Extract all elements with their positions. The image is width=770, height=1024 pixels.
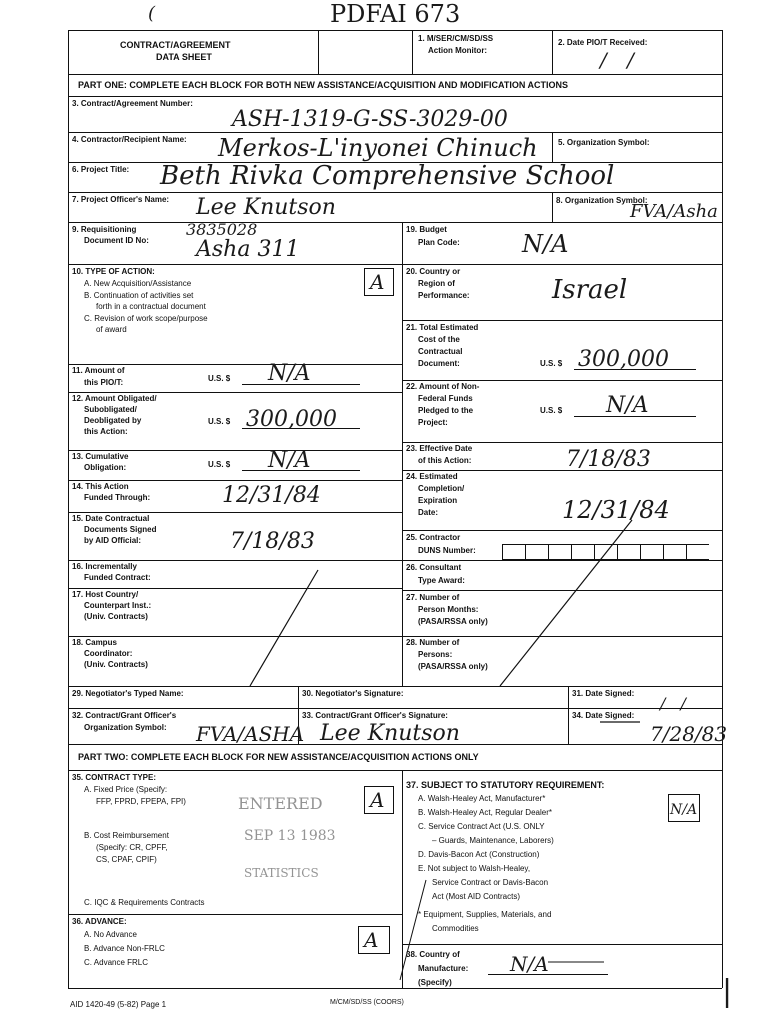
b10-label: 10. TYPE OF ACTION:: [72, 267, 155, 276]
b37-e1: E. Not subject to Walsh-Healey,: [418, 864, 531, 873]
part-one-title: PART ONE: COMPLETE EACH BLOCK FOR BOTH NEW ASSISTANCE/ACQUISITION AND MODIFICATION ACTIONS: [78, 80, 568, 90]
block2-value: / /: [600, 48, 634, 72]
b19-label-2: Plan Code:: [418, 238, 460, 247]
b38-value: N/A: [510, 952, 549, 976]
b10-box-value: A: [370, 270, 385, 294]
b21-label-3: Contractual: [418, 347, 463, 356]
b38-label-2: Manufacture:: [418, 964, 469, 973]
b9-label-2: Document ID No:: [84, 236, 149, 245]
b37-f2: Commodities: [432, 924, 479, 933]
b24-label-3: Expiration: [418, 496, 458, 505]
b3-label: 3. Contract/Agreement Number:: [72, 99, 193, 108]
b35-b3: CS, CPAF, CPIF): [96, 855, 157, 864]
b22-value: N/A: [606, 393, 649, 418]
b22-label-2: Federal Funds: [418, 394, 473, 403]
b37-d: D. Davis-Bacon Act (Construction): [418, 850, 540, 859]
b12-value: 300,000: [246, 407, 337, 432]
b9-value-2: Asha 311: [196, 237, 300, 262]
b31-label: 31. Date Signed:: [572, 689, 635, 698]
b33-label: 33. Contract/Grant Officer's Signature:: [302, 711, 448, 720]
b33-value: Lee Knutson: [320, 721, 460, 746]
form-title-2: DATA SHEET: [156, 52, 212, 62]
b13-cur: U.S. $: [208, 460, 231, 469]
b32-value: FVA/ASHA: [196, 722, 305, 746]
b22-label-1: 22. Amount of Non-: [406, 382, 480, 391]
footer-center: M/CM/SD/SS (COORS): [330, 999, 404, 1006]
b20-label-3: Performance:: [418, 291, 470, 300]
b14-value: 12/31/84: [222, 483, 321, 508]
rule-b32: [68, 744, 722, 745]
b7-value: Lee Knutson: [196, 195, 336, 220]
b5-label: 5. Organization Symbol:: [558, 138, 650, 147]
block1-sublabel: Action Monitor:: [428, 46, 488, 55]
b27-label-3: (PASA/RSSA only): [418, 617, 488, 626]
b21-value: 300,000: [578, 347, 669, 372]
b23-label-2: of this Action:: [418, 456, 472, 465]
b12-label-1: 12. Amount Obligated/: [72, 394, 157, 403]
b24-label-2: Completion/: [418, 484, 465, 493]
b9-label-1: 9. Requisitioning: [72, 225, 137, 234]
b37-box-value: N/A: [670, 802, 698, 818]
b36-b: B. Advance Non-FRLC: [84, 944, 165, 953]
rule-bottom: [68, 988, 722, 989]
form-title-1: CONTRACT/AGREEMENT: [120, 40, 231, 50]
b29-label: 29. Negotiator's Typed Name:: [72, 689, 184, 698]
b36-box-value: A: [364, 928, 379, 952]
b12-cur: U.S. $: [208, 417, 231, 426]
b10-opt-c1: C. Revision of work scope/purpose: [84, 314, 208, 323]
rule-center-part-two: [402, 770, 403, 988]
b20-label-1: 20. Country or: [406, 267, 461, 276]
b6-label: 6. Project Title:: [72, 165, 130, 174]
b13-label-2: Obligation:: [84, 463, 127, 472]
footer-mark: |: [722, 974, 733, 1009]
rule-b35: [68, 914, 402, 915]
b32-label-2: Organization Symbol:: [84, 723, 167, 732]
b12-label-3: Deobligated by: [84, 416, 142, 425]
b35-a2: FFP, FPRD, FPEPA, FPI): [96, 797, 186, 806]
b19-label-1: 19. Budget: [406, 225, 447, 234]
b15-label-2: Documents Signed: [84, 525, 157, 534]
b23-label-1: 23. Effective Date: [406, 444, 473, 453]
b37-label: 37. SUBJECT TO STATUTORY REQUIREMENT:: [406, 780, 605, 790]
stamp-date: SEP 13 1983: [244, 828, 336, 844]
b22-label-4: Project:: [418, 418, 448, 427]
b35-b1: B. Cost Reimbursement: [84, 831, 169, 840]
b10-opt-b2: forth in a contractual document: [96, 302, 206, 311]
b3-value: ASH-1319-G-SS-3029-00: [232, 107, 508, 132]
b10-opt-c2: of award: [96, 325, 127, 334]
b4-label: 4. Contractor/Recipient Name:: [72, 135, 187, 144]
b35-c: C. IQC & Requirements Contracts: [84, 898, 205, 907]
b4-value: Merkos-L'inyonei Chinuch: [218, 134, 538, 162]
b15-value: 7/18/83: [230, 529, 315, 554]
b9-value-1: 3835028: [186, 220, 258, 239]
b16-label-2: Funded Contract:: [84, 573, 151, 582]
b24-label-1: 24. Estimated: [406, 472, 458, 481]
b30-label: 30. Negotiator's Signature:: [302, 689, 404, 698]
b28-label-3: (PASA/RSSA only): [418, 662, 488, 671]
stamp-statistics: STATISTICS: [244, 866, 319, 880]
strike-right-blocks: [500, 520, 632, 686]
block1-label: 1. M/SER/CM/SD/SS: [418, 34, 494, 43]
b14-label-1: 14. This Action: [72, 482, 129, 491]
b20-label-2: Region of: [418, 279, 455, 288]
b35-box-value: A: [370, 788, 385, 812]
b11-label-2: this PIO/T:: [84, 378, 124, 387]
b10-opt-a: A. New Acquisition/Assistance: [84, 279, 192, 288]
b25-label-2: DUNS Number:: [418, 546, 476, 555]
b17-label-3: (Univ. Contracts): [84, 612, 148, 621]
b18-label-3: (Univ. Contracts): [84, 660, 148, 669]
rule-b31-left: [568, 686, 569, 744]
b37-c1: C. Service Contract Act (U.S. ONLY: [418, 822, 545, 831]
b14-label-2: Funded Through:: [84, 493, 151, 502]
b27-label-2: Person Months:: [418, 605, 479, 614]
b35-a1: A. Fixed Price (Specify:: [84, 785, 168, 794]
b24-value: 12/31/84: [562, 496, 670, 524]
b26-label-2: Type Award:: [418, 576, 465, 585]
b20-value: Israel: [552, 275, 628, 305]
rule-b28: [68, 686, 722, 687]
b11-cur: U.S. $: [208, 374, 231, 383]
b36-c: C. Advance FRLC: [84, 958, 149, 967]
rule-b29: [68, 708, 722, 709]
b26-label-1: 26. Consultant: [406, 563, 462, 572]
b36-label: 36. ADVANCE:: [72, 917, 127, 926]
b21-cur: U.S. $: [540, 359, 563, 368]
b11-value: N/A: [268, 361, 311, 386]
b35-label: 35. CONTRACT TYPE:: [72, 773, 157, 782]
b37-f1: * Equipment, Supplies, Materials, and: [418, 910, 552, 919]
b35-b2: (Specify: CR, CPFF,: [96, 843, 168, 852]
b32-label-1: 32. Contract/Grant Officer's: [72, 711, 177, 720]
b13-value: N/A: [268, 448, 311, 473]
b37-b: B. Walsh-Healey Act, Regular Dealer*: [418, 808, 552, 817]
b24-label-4: Date:: [418, 508, 439, 517]
b37-a: A. Walsh-Healey Act, Manufacturer*: [418, 794, 546, 803]
b6-value: Beth Rivka Comprehensive School: [160, 161, 615, 191]
b13-label-1: 13. Cumulative: [72, 452, 129, 461]
b21-label-4: Document:: [418, 359, 460, 368]
b37-e3: Act (Most AID Contracts): [432, 892, 521, 901]
strike-left-blocks: [250, 570, 318, 686]
b22-label-3: Pledged to the: [418, 406, 474, 415]
b8-value: FVA/Asha: [630, 201, 718, 222]
b28-label-1: 28. Number of: [406, 638, 460, 647]
rule-part-two: [68, 770, 722, 771]
b10-opt-b1: B. Continuation of activities set: [84, 291, 194, 300]
b31-value: / /: [660, 694, 686, 713]
b28-label-2: Persons:: [418, 650, 453, 659]
b15-label-3: by AID Official:: [84, 536, 142, 545]
footer-form-number: AID 1420-49 (5-82) Page 1: [70, 1000, 167, 1009]
b38-label-1: 38. Country of: [406, 950, 460, 959]
b23-value: 7/18/83: [566, 447, 651, 472]
b34-label: 34. Date Signed:: [572, 711, 635, 720]
b37-c2: – Guards, Maintenance, Laborers): [432, 836, 554, 845]
b18-label-1: 18. Campus: [72, 638, 117, 647]
b16-label-1: 16. Incrementally: [72, 562, 137, 571]
b34-value: 7/28/83: [650, 722, 728, 746]
b27-label-1: 27. Number of: [406, 593, 460, 602]
b12-label-2: Subobligated/: [84, 405, 137, 414]
pdf-id: PDFAI 673: [330, 0, 461, 28]
rule-b37: [402, 944, 722, 945]
b36-a: A. No Advance: [84, 930, 137, 939]
b7-label: 7. Project Officer's Name:: [72, 195, 170, 204]
b17-label-2: Counterpart Inst.:: [84, 601, 152, 610]
b21-label-2: Cost of the: [418, 335, 460, 344]
b38-label-3: (Specify): [418, 978, 452, 987]
b11-label-1: 11. Amount of: [72, 366, 125, 375]
b21-label-1: 21. Total Estimated: [406, 323, 479, 332]
top-mark: (: [148, 3, 156, 24]
b19-value: N/A: [522, 230, 569, 258]
b12-label-4: this Action:: [84, 427, 128, 436]
stamp-entered: ENTERED: [238, 794, 323, 813]
b15-label-1: 15. Date Contractual: [72, 514, 150, 523]
block2-label: 2. Date PIO/T Received:: [558, 38, 648, 47]
b8-label: 8. Organization Symbol:: [556, 196, 648, 205]
b37-e2: Service Contract or Davis-Bacon: [432, 878, 549, 887]
part-two-title: PART TWO: COMPLETE EACH BLOCK FOR NEW ASSISTANCE/ACQUISITION ACTIONS ONLY: [78, 752, 479, 762]
b18-label-2: Coordinator:: [84, 649, 133, 658]
b17-label-1: 17. Host Country/: [72, 590, 139, 599]
b22-cur: U.S. $: [540, 406, 563, 415]
b25-label-1: 25. Contractor: [406, 533, 461, 542]
